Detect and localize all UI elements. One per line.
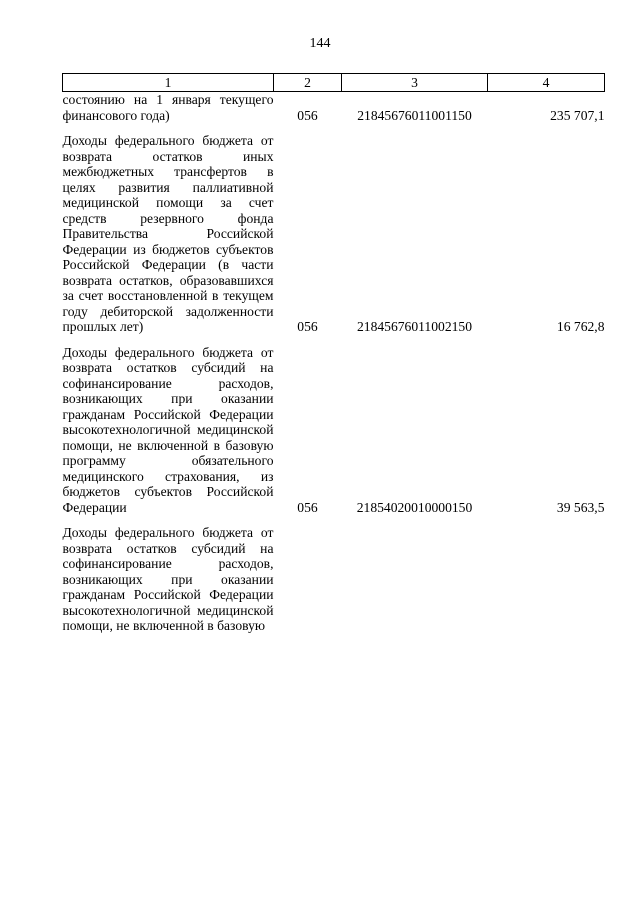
row-amount: 16 762,8 [556,319,605,334]
row-description: состоянию на 1 января текущего финансового года) [62,92,274,123]
header-col-3: 3 [342,74,488,92]
row-amount: 235 707,1 [550,107,605,123]
table-row [63,345,605,516]
row-description: Доходы федерального бюджета от возврата остатков субсидий на софинансирование расходов, возникающих при оказании гражданам Российской Федерации высокотехнологичной медицинской помощи, не включенной в базовую [62,525,274,633]
row-kbk-code: 21845676011001150 [357,107,472,123]
table-row [63,525,605,634]
table-row [63,92,605,124]
row-description: Доходы федерального бюджета от возврата остатков иных межбюджетных трансфертов в целях развития паллиативной медицинской помощи за счет средств резервного фонда Правительства Российской Федерации из бюджетов субъектов Российской Федерации (в части возврата остатков, образовавшихся за счет восстановленной в текущем году дебиторской задолженности прошлых лет) [62,133,274,334]
row-kbk-code: 21854020010000150 [356,499,473,515]
row-description: Доходы федерального бюджета от возврата остатков субсидий на софинансирование расходов, возникающих при оказании гражданам Российской Федерации высокотехнологичной медицинской помощи, не включенной в базовую программу обязательного медицинского страхования, из бюджетов субъектов Российской Федерации [62,344,274,515]
header-col-4: 4 [488,74,605,92]
header-col-2: 2 [274,74,342,92]
table-header [63,74,605,92]
table-row [63,133,605,335]
row-admin-code: 056 [297,319,318,334]
row-admin-code: 056 [297,499,318,515]
header-col-1: 1 [63,74,274,92]
row-kbk-code: 21845676011002150 [356,319,473,334]
page-number: 144 [309,36,331,51]
row-kbk-code [342,525,488,634]
revenue-table [62,73,605,634]
row-amount: 39 563,5 [556,499,605,515]
row-amount [488,525,605,634]
row-admin-code: 056 [297,107,318,123]
row-admin-code [274,525,342,634]
